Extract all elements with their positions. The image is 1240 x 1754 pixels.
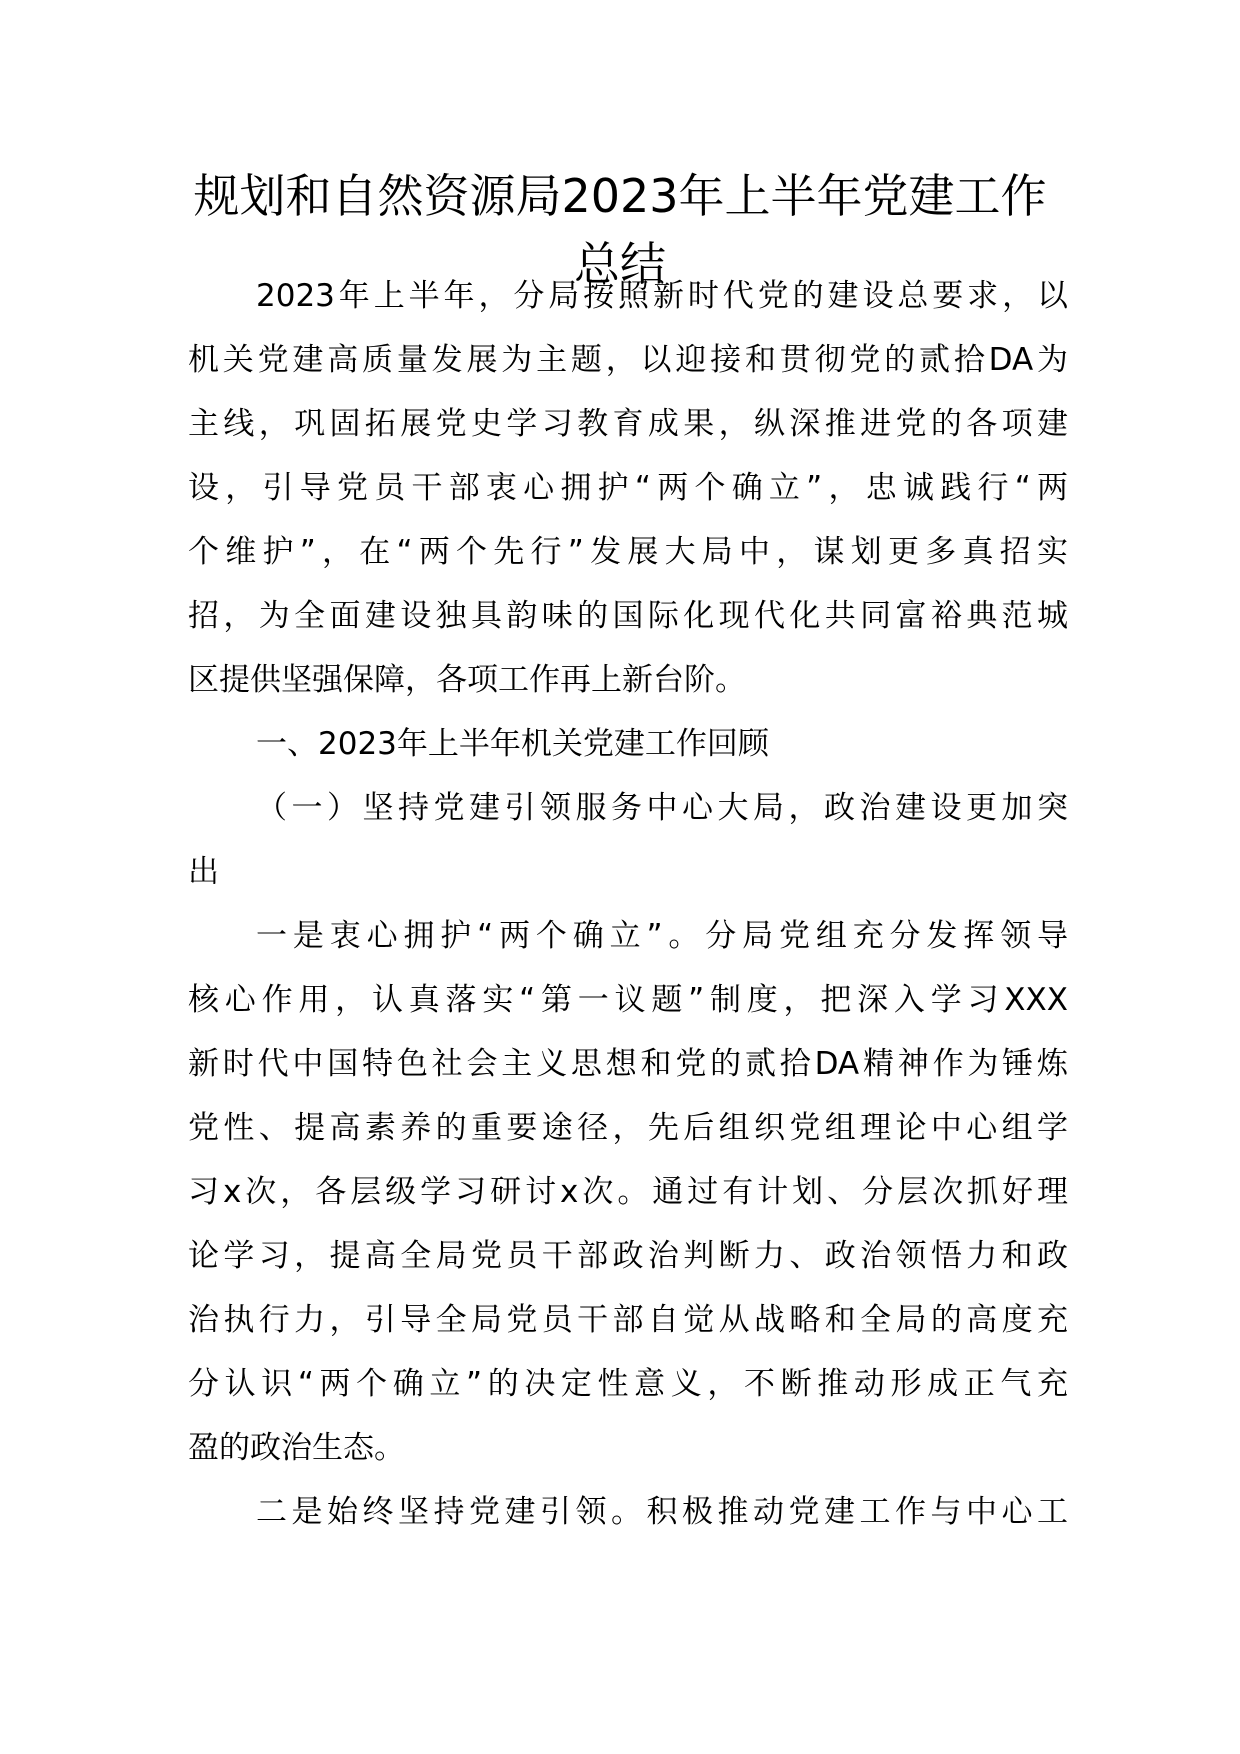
section-heading-2 — [188, 776, 1068, 904]
paragraph-line: 核心作用，认真落实“第一议题”制度，把深入学习XXX — [188, 982, 1068, 1018]
document-title-line-2: 总结 — [574, 237, 666, 291]
paragraph-1 — [188, 904, 1068, 1480]
paragraph-line: 一是衷心拥护“两个确立”。分局党组充分发挥领导 — [256, 918, 1068, 954]
paragraph-line: 设，引导党员干部衷心拥护“两个确立”，忠诚践行“两 — [188, 470, 1068, 506]
paragraph-line: 主线，巩固拓展党史学习教育成果，纵深推进党的各项建 — [188, 406, 1068, 442]
paragraph-line: 分认识“两个确立”的决定性意义，不断推动形成正气充 — [188, 1366, 1068, 1402]
paragraph-line: 个维护”，在“两个先行”发展大局中，谋划更多真招实 — [188, 534, 1068, 570]
paragraph-line: 区提供坚强保障，各项工作再上新台阶。 — [188, 662, 746, 698]
paragraph-line: 机关党建高质量发展为主题，以迎接和贯彻党的贰拾DA为 — [188, 342, 1068, 378]
paragraph-line: 习x次，各层级学习研讨x次。通过有计划、分层次抓好理 — [188, 1174, 1068, 1210]
paragraph-2 — [188, 1480, 1068, 1544]
paragraph-line: 二是始终坚持党建引领。积极推动党建工作与中心工 — [256, 1494, 1068, 1530]
paragraph-line: 论学习，提高全局党员干部政治判断力、政治领悟力和政 — [188, 1238, 1068, 1274]
paragraph-line: 新时代中国特色社会主义思想和党的贰拾DA精神作为锤炼 — [188, 1046, 1068, 1082]
paragraph-line: 党性、提高素养的重要途径，先后组织党组理论中心组学 — [188, 1110, 1068, 1146]
section-heading-1: 一、2023年上半年机关党建工作回顾 — [256, 726, 769, 762]
document-body — [188, 264, 1068, 1544]
heading-line: 出 — [188, 854, 219, 890]
paragraph-line: 招，为全面建设独具韵味的国际化现代化共同富裕典范城 — [188, 598, 1068, 634]
paragraph-line: 盈的政治生态。 — [188, 1430, 405, 1466]
paragraph-line: 2023年上半年，分局按照新时代党的建设总要求，以 — [256, 278, 1068, 314]
heading-line: （一）坚持党建引领服务中心大局，政治建设更加突 — [256, 790, 1068, 826]
intro-paragraph — [188, 264, 1068, 712]
paragraph-line: 治执行力，引导全局党员干部自觉从战略和全局的高度充 — [188, 1302, 1068, 1338]
document-title-line-1: 规划和自然资源局2023年上半年党建工作 — [193, 169, 1047, 223]
